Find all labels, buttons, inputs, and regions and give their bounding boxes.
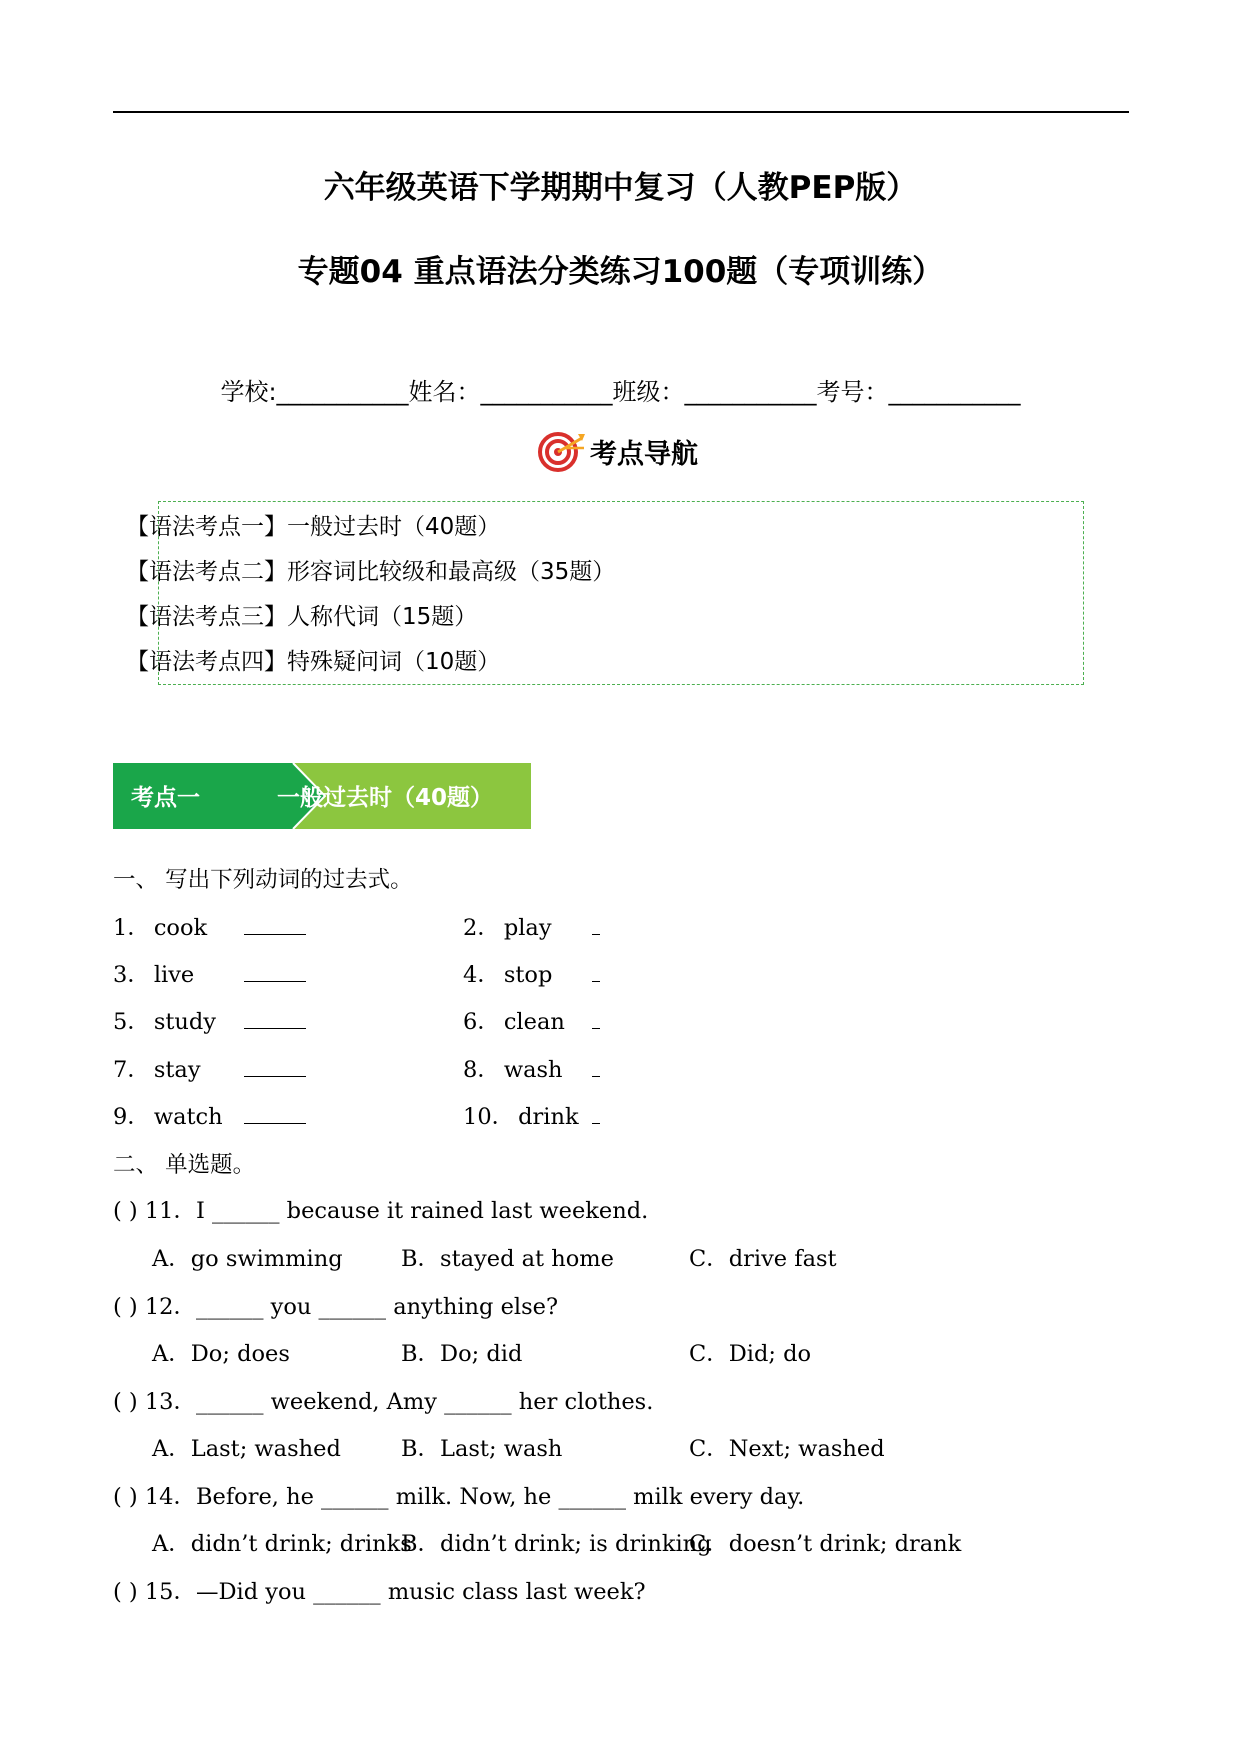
answer-blank[interactable] [244, 1054, 306, 1077]
question-stem: ( ) 15．—Did you ______ music class last week? [113, 1579, 646, 1605]
verb-item: 8． wash [463, 1057, 563, 1083]
section2-heading: 二、 单选题。 [113, 1152, 256, 1178]
nav-heading-text: 考点导航 [590, 438, 698, 470]
nav-heading [538, 428, 698, 474]
verb-item: 9． watch [113, 1104, 223, 1130]
option-c[interactable]: C．drive fast [689, 1246, 837, 1272]
verb-item: 7． stay [113, 1057, 201, 1083]
option-b[interactable]: B．Last; wash [401, 1436, 563, 1462]
verb-item: 5． study [113, 1009, 217, 1035]
verb-item: 1． cook [113, 915, 208, 941]
option-a[interactable]: A．go swimming [152, 1246, 343, 1272]
answer-blank[interactable] [592, 1054, 600, 1077]
verb-item: 2． play [463, 915, 552, 941]
page-title: 六年级英语下学期期中复习（人教PEP版） [323, 170, 918, 206]
answer-blank[interactable] [244, 1006, 306, 1029]
verb-item: 6． clean [463, 1009, 565, 1035]
answer-blank[interactable] [244, 1101, 306, 1124]
option-b[interactable]: B．Do; did [401, 1341, 523, 1367]
nav-item-3: 【语法考点三】人称代词（15题） [126, 604, 478, 630]
verb-item: 10． drink [463, 1104, 579, 1130]
option-a[interactable]: A．didn’t drink; drinks [152, 1531, 412, 1557]
verb-item: 3． live [113, 962, 195, 988]
question-stem: ( ) 11．I ______ because it rained last weekend. [113, 1198, 649, 1224]
target-icon [538, 428, 586, 474]
answer-blank[interactable] [592, 1101, 600, 1124]
header-rule [113, 111, 1129, 113]
option-a[interactable]: A．Do; does [152, 1341, 290, 1367]
nav-item-1: 【语法考点一】一般过去时（40题） [126, 514, 501, 540]
answer-blank[interactable] [592, 1006, 600, 1029]
option-c[interactable]: C．Next; washed [689, 1436, 885, 1462]
verb-item: 4． stop [463, 962, 553, 988]
option-b[interactable]: B．stayed at home [401, 1246, 614, 1272]
answer-blank[interactable] [592, 912, 600, 935]
answer-blank[interactable] [592, 959, 600, 982]
option-c[interactable]: C．doesn’t drink; drank [689, 1531, 962, 1557]
nav-item-4: 【语法考点四】特殊疑问词（10题） [126, 649, 501, 675]
question-stem: ( ) 13．______ weekend, Amy ______ her clothes. [113, 1389, 654, 1415]
option-b[interactable]: B．didn’t drink; is drinking [401, 1531, 712, 1557]
nav-item-2: 【语法考点二】形容词比较级和最高级（35题） [126, 559, 616, 585]
option-c[interactable]: C．Did; do [689, 1341, 812, 1367]
student-info-line: 学校:___________姓名：___________班级：___________考号：___________ [220, 378, 1021, 406]
page-subtitle: 专题04 重点语法分类练习100题（专项训练） [297, 254, 944, 290]
section-banner [113, 763, 531, 829]
option-a[interactable]: A．Last; washed [152, 1436, 341, 1462]
section1-heading: 一、 写出下列动词的过去式。 [113, 867, 413, 893]
question-stem: ( ) 14．Before, he ______ milk. Now, he ______ milk every day. [113, 1484, 805, 1510]
banner-title: 一般过去时（40题） [277, 785, 494, 811]
answer-blank[interactable] [244, 912, 306, 935]
banner-tag: 考点一 [131, 785, 200, 811]
question-stem: ( ) 12．______ you ______ anything else? [113, 1294, 559, 1320]
answer-blank[interactable] [244, 959, 306, 982]
